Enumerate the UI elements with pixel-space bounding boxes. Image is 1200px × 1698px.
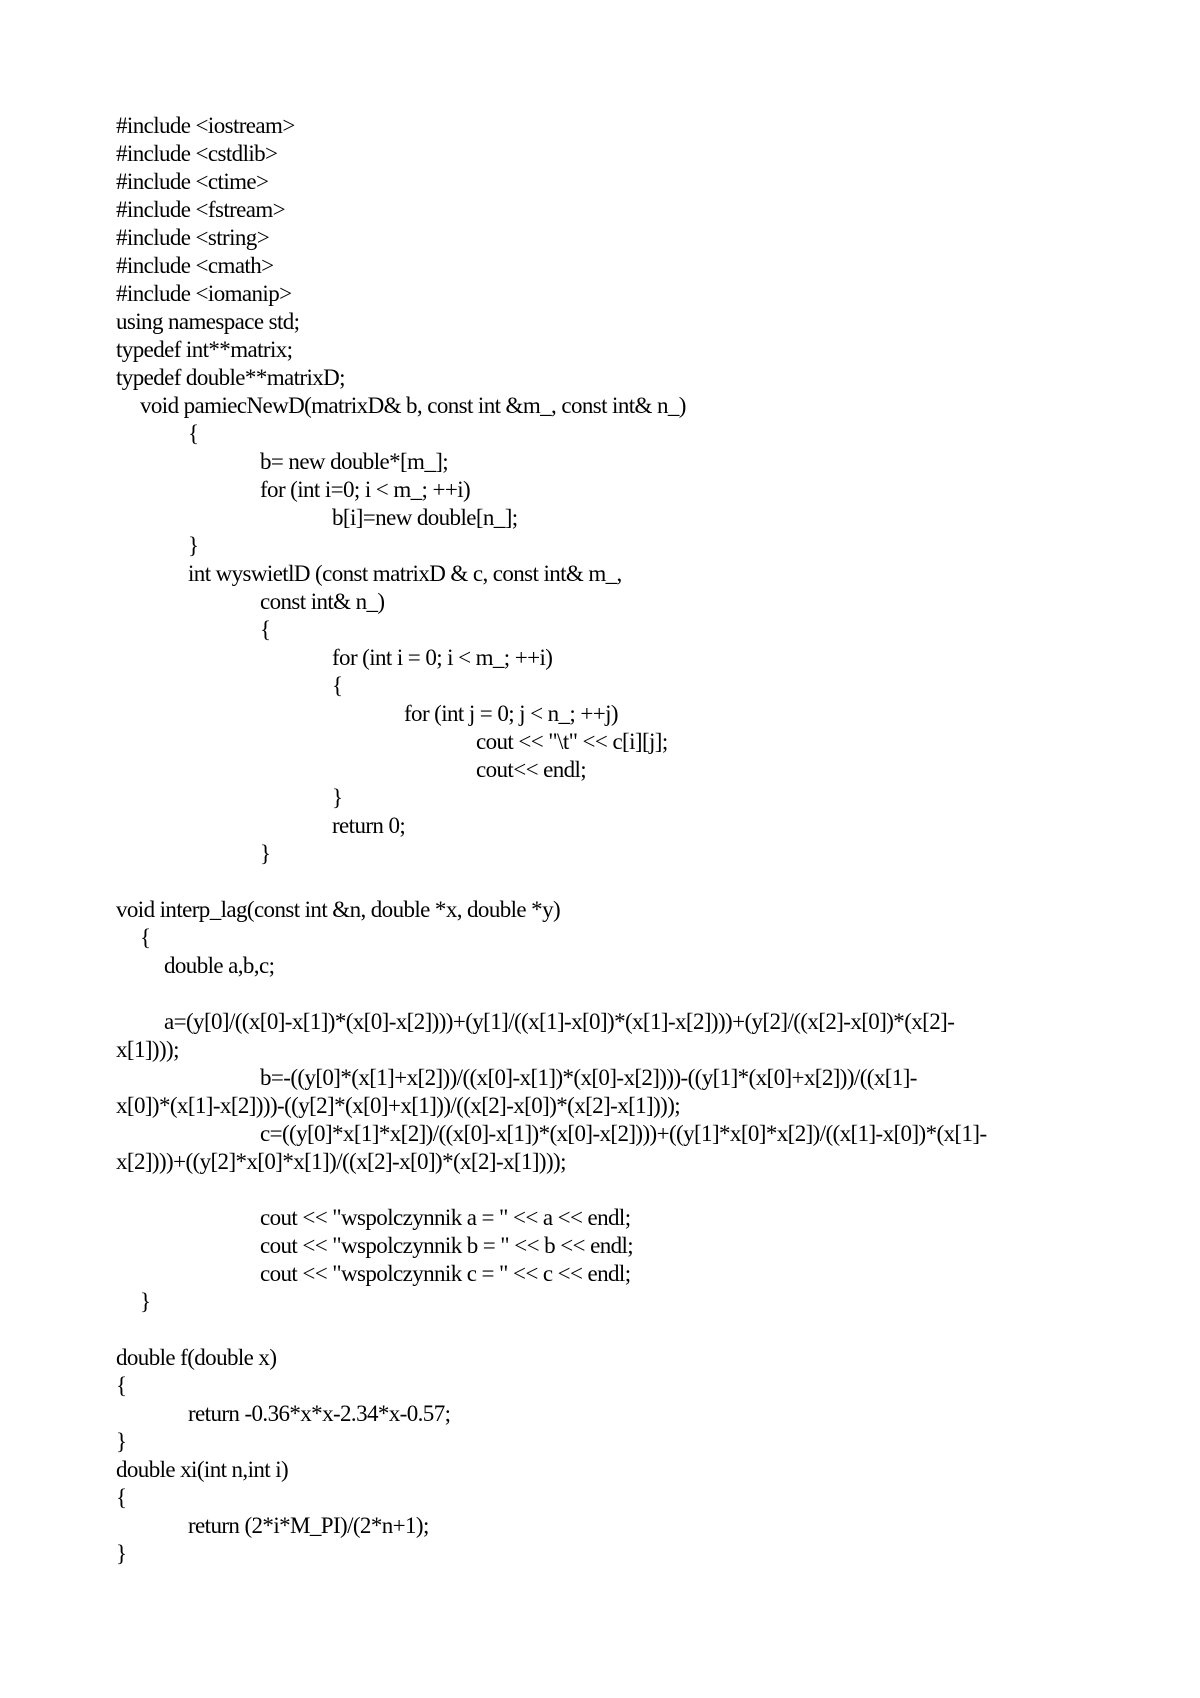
code-line: #include <iomanip>: [116, 281, 292, 306]
code-line: {: [116, 1485, 127, 1510]
code-line: x[1])));: [116, 1037, 179, 1062]
code-line: b= new double*[m_];: [260, 449, 449, 474]
code-line: }: [140, 1289, 151, 1314]
code-line: #include <ctime>: [116, 169, 269, 194]
code-line: a=(y[0]/((x[0]-x[1])*(x[0]-x[2])))+(y[1]/((x[1]-x[0])*(x[1]-x[2])))+(y[2]/((x[2]-x[0])*(x[2]-: [164, 1009, 955, 1034]
blank-line: [116, 868, 1116, 896]
code-line: }: [260, 841, 271, 866]
code-line: b[i]=new double[n_];: [332, 505, 518, 530]
code-line: using namespace std;: [116, 309, 300, 334]
blank-line: [116, 1316, 1116, 1344]
code-line: }: [188, 533, 199, 558]
code-line: #include <fstream>: [116, 197, 286, 222]
code-line: #include <string>: [116, 225, 270, 250]
code-line: {: [260, 617, 271, 642]
code-line: {: [332, 673, 343, 698]
code-line: x[2])))+((y[2]*x[0]*x[1])/((x[2]-x[0])*(x[2]-x[1])));: [116, 1149, 566, 1174]
code-line: cout<< endl;: [476, 757, 587, 782]
code-line: b=-((y[0]*(x[1]+x[2]))/((x[0]-x[1])*(x[0]-x[2])))-((y[1]*(x[0]+x[2]))/((x[1]-: [260, 1065, 917, 1090]
code-line: cout << "wspolczynnik c = " << c << endl;: [260, 1261, 631, 1286]
code-line: int wyswietlD (const matrixD & c, const int& m_,: [188, 561, 622, 586]
code-line: cout << "wspolczynnik b = " << b << endl;: [260, 1233, 634, 1258]
code-line: return (2*i*M_PI)/(2*n+1);: [188, 1513, 429, 1538]
blank-line: [116, 980, 1116, 1008]
code-line: cout << "\t" << c[i][j];: [476, 729, 668, 754]
code-line: }: [116, 1429, 127, 1454]
code-line: #include <iostream>: [116, 113, 295, 138]
code-line: {: [188, 421, 199, 446]
code-line: return -0.36*x*x-2.34*x-0.57;: [188, 1401, 451, 1426]
code-line: for (int j = 0; j < n_; ++j): [404, 701, 618, 726]
code-line: typedef int**matrix;: [116, 337, 293, 362]
code-line: typedef double**matrixD;: [116, 365, 345, 390]
code-line: #include <cmath>: [116, 253, 274, 278]
code-listing: [116, 112, 1116, 1568]
code-line: }: [116, 1541, 127, 1566]
code-line: {: [116, 1373, 127, 1398]
code-line: for (int i = 0; i < m_; ++i): [332, 645, 553, 670]
code-line: double f(double x): [116, 1345, 277, 1370]
code-line: double a,b,c;: [164, 953, 275, 978]
code-line: {: [140, 925, 151, 950]
code-line: const int& n_): [260, 589, 385, 614]
blank-line: [116, 1176, 1116, 1204]
code-line: return 0;: [332, 813, 406, 838]
code-line: void interp_lag(const int &n, double *x, double *y): [116, 897, 561, 922]
code-line: for (int i=0; i < m_; ++i): [260, 477, 471, 502]
code-line: x[0])*(x[1]-x[2])))-((y[2]*(x[0]+x[1]))/((x[2]-x[0])*(x[2]-x[1])));: [116, 1093, 681, 1118]
code-line: cout << "wspolczynnik a = " << a << endl;: [260, 1205, 631, 1230]
code-line: double xi(int n,int i): [116, 1457, 289, 1482]
code-line: }: [332, 785, 343, 810]
code-line: void pamiecNewD(matrixD& b, const int &m_, const int& n_): [140, 393, 686, 418]
code-line: #include <cstdlib>: [116, 141, 278, 166]
code-line: c=((y[0]*x[1]*x[2])/((x[0]-x[1])*(x[0]-x[2])))+((y[1]*x[0]*x[2])/((x[1]-x[0])*(x[1]-: [260, 1121, 987, 1146]
